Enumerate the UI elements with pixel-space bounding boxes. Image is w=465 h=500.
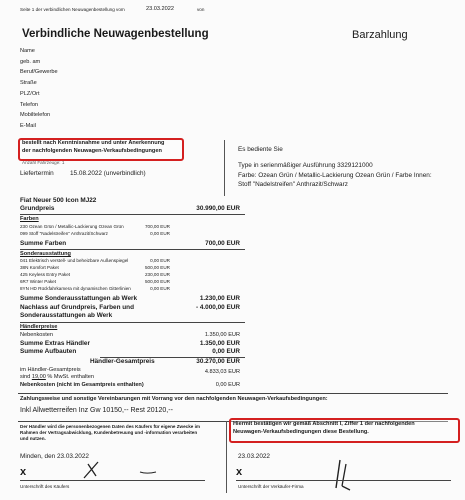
- type-line: Type in serienmäßiger Ausführung 3329121000: [238, 162, 373, 169]
- column-divider-bottom: [226, 421, 227, 493]
- customer-field-label: E-Mail: [20, 122, 36, 129]
- summe-sonder-value: 1.230,00 EUR: [199, 295, 240, 302]
- divider-3: [20, 322, 245, 323]
- color-line-1: Farbe: Ozean Grün / Metallic-Lackierung Ozean Grün / Farbe Innen:: [238, 172, 432, 179]
- farben-heading: Farben: [20, 216, 39, 222]
- customer-field-label: Telefon: [20, 101, 39, 108]
- page-date: 23.03.2022: [146, 6, 174, 12]
- nachlass-label-1: Nachlass auf Grundpreis, Farben und: [20, 304, 134, 311]
- farben-item-name: 099 Stoff "Nadelstreifen" Anthrazit/Schwarz: [20, 231, 108, 236]
- customer-field-label: Mobiltelefon: [20, 112, 51, 119]
- anzahl-fahrzeuge: Anzahl Fahrzeuge: 1: [22, 160, 65, 165]
- buyer-x-mark: x: [20, 466, 27, 478]
- mwst-sind: sind: [20, 374, 31, 380]
- place-date: Minden, den 23.03.2022: [20, 453, 89, 460]
- seller-date: 23.03.2022: [238, 453, 270, 460]
- neben-nicht-value: 0,00 EUR: [215, 382, 240, 388]
- farben-item-name: 230 Ozean Grün / Metallic-Lackierung Ozean Grün: [20, 224, 124, 229]
- summe-aufbauten-label: Summe Aufbauten: [20, 348, 77, 355]
- summe-extras-value: 1.350,00 EUR: [199, 340, 240, 347]
- customer-field-label: geb. am: [20, 58, 41, 65]
- grundpreis-value: 30.990,00 EUR: [196, 205, 240, 212]
- sonder-item-value: 0,00 EUR: [150, 286, 170, 291]
- ack-line-1: bestellt nach Kenntnisnahme und unter Anerkennung: [22, 140, 165, 146]
- model-name: Fiat Neuer 500 Icon MJ22: [20, 197, 97, 204]
- sonder-item-name: 041 Elektrisch verstell- und beheizbare Außenspiegel: [20, 258, 129, 263]
- customer-field-label: Beruf/Gewerbe: [20, 69, 58, 76]
- summe-extras-label: Summe Extras Händler: [20, 340, 90, 347]
- sonder-heading: Sonderausstattung: [20, 251, 71, 257]
- sonder-item-value: 230,00 EUR: [144, 272, 170, 277]
- gesamt-label: Händler-Gesamtpreis: [90, 358, 155, 365]
- liefertermin-label: Liefertermin: [20, 170, 54, 177]
- document-title: Verbindliche Neuwagenbestellung: [22, 28, 209, 40]
- nebenkosten-label: Nebenkosten: [20, 332, 53, 338]
- nachlass-label-2: Sonderausstattungen ab Werk: [20, 312, 113, 319]
- seller-sig-label: Unterschrift der Verkäufer-Firma: [238, 484, 304, 489]
- mwst-rate: 19,00: [31, 374, 46, 380]
- color-line-2: Stoff "Nadelstreifen" Anthrazit/Schwarz: [238, 181, 348, 188]
- column-divider-top: [224, 140, 225, 196]
- mwst-value: 4.833,03 EUR: [204, 369, 240, 375]
- sonder-item-name: 425 Keyless Entry Paket: [20, 272, 71, 277]
- gesamt-value: 30.270,00 EUR: [196, 358, 240, 365]
- divider-5: [18, 393, 448, 394]
- privacy-line-3: und nutzen.: [20, 436, 46, 441]
- sonder-item-value: 0,00 EUR: [150, 258, 170, 263]
- seller-signature: [330, 456, 400, 492]
- customer-field-label: Name: [20, 48, 35, 54]
- confirm-line-2: Neuwagen-Verkaufsbedingungen diese Bestellung.: [233, 429, 369, 435]
- haendler-heading: Händlerpreise: [20, 324, 58, 330]
- sonder-item-name: 6R7 Winter Paket: [20, 279, 56, 284]
- page-von: von: [197, 7, 205, 12]
- sonder-item-name: 38N Komfort Paket: [20, 265, 59, 270]
- farben-item-value: 0,00 EUR: [150, 231, 170, 236]
- buyer-signature: [70, 458, 160, 482]
- mwst-label-2: [20, 374, 94, 380]
- grundpreis-label: Grundpreis: [20, 205, 55, 212]
- page-note: Seite 1 der verbindlichen Neuwagenbestellung vom: [20, 7, 125, 12]
- summe-farben-value: 700,00 EUR: [205, 240, 240, 247]
- summe-sonder-label: Summe Sonderausstattungen ab Werk: [20, 295, 138, 302]
- buyer-sig-label: Unterschrift des Käufers: [20, 484, 70, 489]
- nachlass-value: - 4.000,00 EUR: [195, 304, 240, 311]
- sonder-item-name: 8YN HD Rückfahrkamera mit dynamischen Gitterlinien: [20, 286, 131, 291]
- farben-item-value: 700,00 EUR: [144, 224, 170, 229]
- nebenkosten-value: 1.350,00 EUR: [204, 332, 240, 338]
- mwst-label-1: im Händler-Gesamtpreis: [20, 367, 81, 373]
- mwst-enthalten: % MwSt. enthalten: [47, 374, 95, 380]
- summe-farben-label: Summe Farben: [20, 240, 67, 247]
- liefertermin-value: 15.08.2022 (unverbindlich): [70, 170, 146, 177]
- customer-field-label: Straße: [20, 80, 37, 87]
- served-by: Es bediente Sie: [238, 146, 283, 153]
- confirm-line-1: Hiermit bestätigen wir gemäß Abschnitt I, Ziffer 1 der nachfolgenden: [233, 421, 415, 427]
- customer-field-label: PLZ/Ort: [20, 90, 40, 97]
- neben-nicht-label: Nebenkosten (nicht im Gesamtpreis enthalten): [20, 382, 144, 388]
- privacy-line-1: Der Händler wird die personenbezogenen Daten des Käufers für eigene Zwecke im: [20, 424, 200, 429]
- payment-method: Barzahlung: [352, 29, 408, 41]
- divider-1: [20, 214, 245, 215]
- seller-x-mark: x: [236, 466, 243, 478]
- buyer-sig-line: [20, 480, 205, 481]
- agreements-text: Inkl Allwetterreifen Inz Gw 10150,-- Rest 20120,--: [20, 407, 173, 414]
- divider-2: [20, 249, 245, 250]
- seller-sig-line: [236, 480, 451, 481]
- privacy-line-2: Rahmen der Vertragsabwicklung, Kundenbetreuung und -information verarbeiten: [20, 430, 198, 435]
- sonder-item-value: 500,00 EUR: [144, 265, 170, 270]
- agreements-heading: Zahlungsweise und sonstige Vereinbarungen mit Vorrang vor den nachfolgenden Neuwagen-Verkaufsbedingungen:: [20, 396, 328, 402]
- summe-aufbauten-value: 0,00 EUR: [212, 348, 240, 355]
- sonder-item-value: 500,00 EUR: [144, 279, 170, 284]
- ack-line-2: der nachfolgenden Neuwagen-Verkaufsbedingungen: [22, 148, 162, 154]
